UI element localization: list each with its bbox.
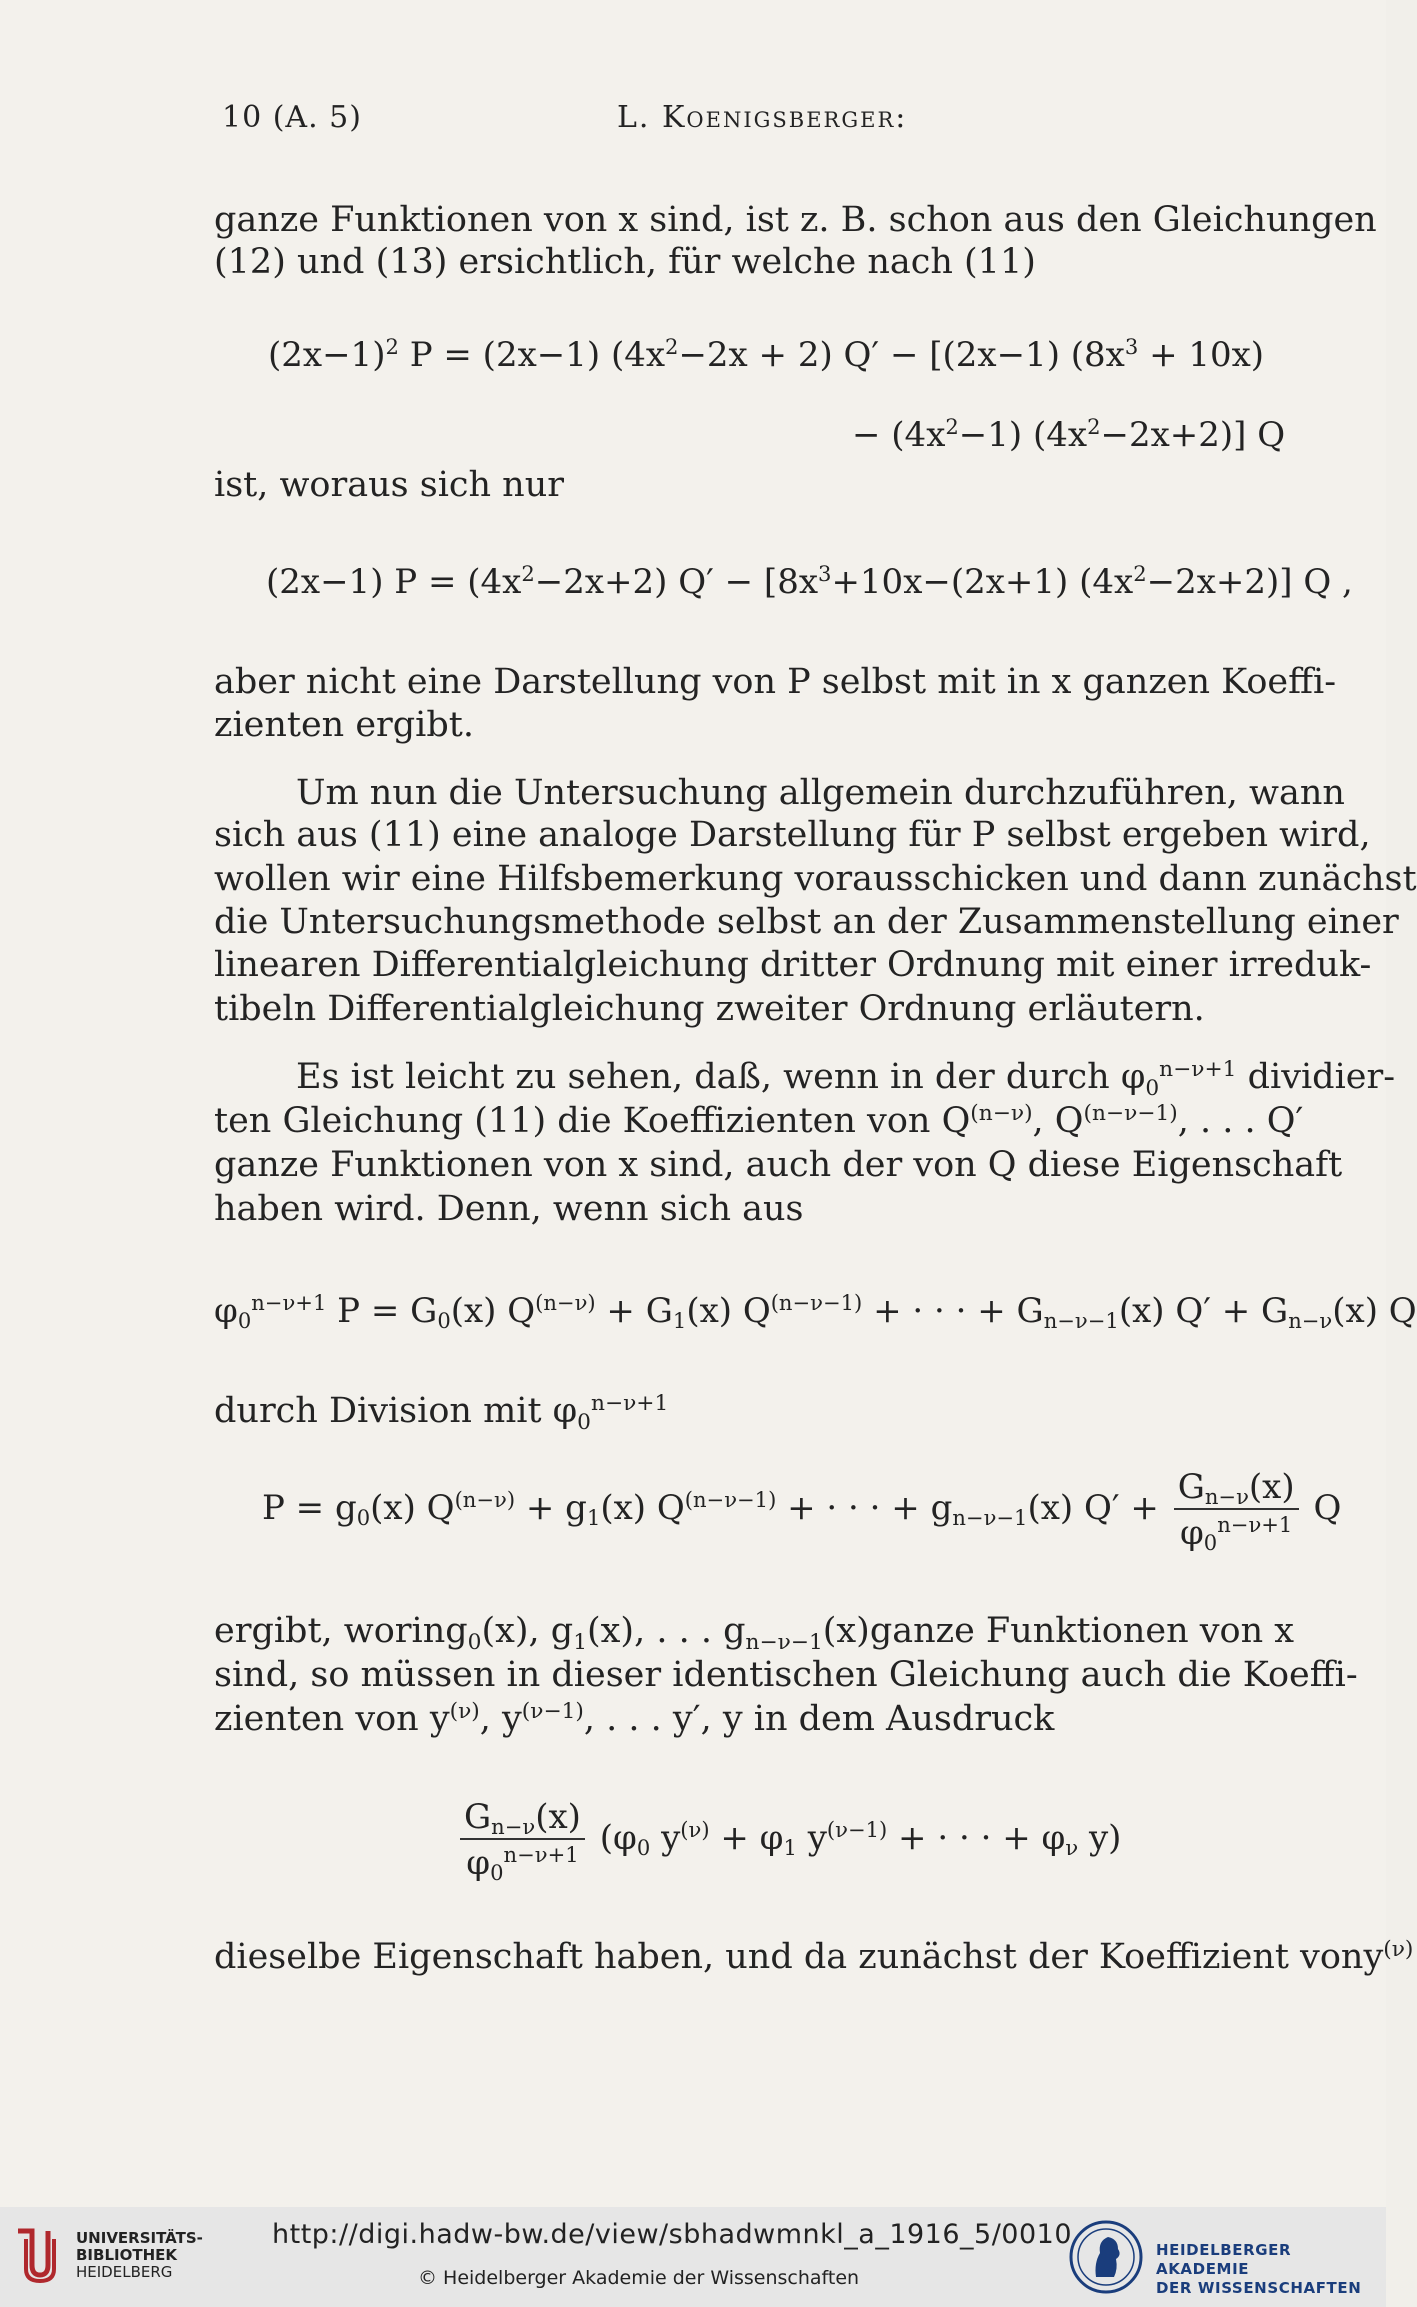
- equation-1-line-2: − $(4x^2-1)$ $(4x^2-2x+2)$] Q: [852, 414, 1286, 455]
- text-line: (12) und (13) ersichtlich, für welche nach (11): [214, 242, 1036, 282]
- university-library-logo-icon: [12, 2225, 62, 2285]
- equation-1-line-1: $(2x-1)^2$ P = (2x−1) $(4x^2-2x + 2) Q' - [(2x-1) (8x^3 + 10x)$: [268, 334, 1265, 375]
- text-line: ten Gleichung (11) die Koeffizienten von $Q^{(n-\nu)}$, $Q^{(n-\nu-1)}$, . . . Q′: [214, 1101, 1304, 1141]
- text-line: ergibt, worin $g_0(x)$, $g_1(x)$, . . . $g_{n-\nu-1}(x)$ ganze Funktionen von x: [214, 1611, 1295, 1655]
- equation-5: $\frac{G_{n-\nu}(x)}{\varphi_0^{n-\nu+1}}$ ($\varphi_0$ $y^{(\nu)} + \varphi_1$ $y^{(\nu-1)}$ + · · · + $\varphi_\nu$ y): [456, 1800, 1121, 1880]
- academy-name: HEIDELBERGER AKADEMIE DER WISSENSCHAFTEN: [1156, 2241, 1362, 2297]
- running-header: [222, 100, 1222, 150]
- text-line: sich aus (11) eine analoge Darstellung für P selbst ergeben wird,: [214, 815, 1371, 855]
- text-line: Es ist leicht zu sehen, daß, wenn in der durch $\varphi_0^{n-\nu+1}$ dividier-: [296, 1057, 1396, 1101]
- source-url-link[interactable]: http://digi.hadw-bw.de/view/sbhadwmnkl_a_1916_5/0010: [272, 2219, 1073, 2250]
- inline-formula: $\varphi_0^{n-\nu+1}$: [552, 1391, 669, 1435]
- text-line: ganze Funktionen von x sind, auch der von Q diese Eigenschaft: [214, 1145, 1343, 1185]
- text-line: tibeln Differentialgleichung zweiter Ordnung erläutern.: [214, 989, 1205, 1029]
- inline-formula: $y^{(\nu)}$: [1363, 1937, 1414, 1977]
- academy-seal-icon: [1068, 2219, 1144, 2295]
- text-line: ist, woraus sich nur: [214, 465, 564, 505]
- text-line: sind, so müssen in dieser identischen Gleichung auch die Koeffi-: [214, 1655, 1358, 1695]
- text-line: die Untersuchungsmethode selbst an der Zusammenstellung einer: [214, 902, 1399, 942]
- equation-4: $P = g_0(x) Q^{(n-\nu)} + g_1(x) Q^{(n-\nu-1)}$ + · · · + $g_{n-\nu-1}(x) Q'$ + $\frac{G_{n-\nu}(x)}{\varphi_0^{n-\nu+1}}$ Q: [262, 1467, 1342, 1556]
- copyright-notice: © Heidelberger Akademie der Wissenschaften: [418, 2267, 860, 2289]
- inline-formula: $g_0(x)$, $g_1(x)$, . . . $g_{n-\nu-1}(x)$: [445, 1611, 870, 1655]
- author-heading: L. Koenigsberger:: [617, 100, 908, 135]
- text-line: Um nun die Untersuchung allgemein durchzuführen, wann: [296, 773, 1345, 813]
- footer-bar: [0, 2207, 1386, 2307]
- text-line: wollen wir eine Hilfsbemerkung vorausschicken und dann zunächst: [214, 859, 1417, 899]
- fraction: $\frac{G_{n-\nu}(x)}{\varphi_0^{n-\nu+1}}$: [1174, 1470, 1299, 1550]
- text-line: linearen Differentialgleichung dritter Ordnung mit einer irreduk-: [214, 945, 1372, 985]
- text-line: durch Division mit $\varphi_0^{n-\nu+1}$: [214, 1391, 669, 1435]
- equation-3: $\varphi_0^{n-\nu+1}$ $P = G_0(x) Q^{(n-\nu)} + G_1(x) Q^{(n-\nu-1)}$ + · · · + $G_{n-\nu-1}(x) Q' + G_{n-\nu}(x)$ Q: [214, 1290, 1417, 1334]
- fraction: $\frac{G_{n-\nu}(x)}{\varphi_0^{n-\nu+1}}$: [460, 1800, 585, 1880]
- inline-formula: $\varphi_0^{n-\nu+1}$: [1120, 1057, 1237, 1101]
- text-line: ganze Funktionen von x sind, ist z. B. schon aus den Gleichungen: [214, 200, 1377, 240]
- text-line: aber nicht eine Darstellung von P selbst mit in x ganzen Koeffi-: [214, 662, 1337, 702]
- text-line: haben wird. Denn, wenn sich aus: [214, 1189, 804, 1229]
- text-line: dieselbe Eigenschaft haben, und da zunächst der Koeffizient von $y^{(\nu)}$: [214, 1937, 1414, 1977]
- inline-formula: $Q^{(n-\nu)}$, $Q^{(n-\nu-1)}$, . . . Q′: [941, 1101, 1304, 1141]
- inline-formula: $y^{(\nu)}$, $y^{(\nu-1)}$, . . . y′, y: [429, 1699, 743, 1739]
- equation-2: (2x−1) $P = (4x^2-2x+2) Q' - [8x^3+10x-(2x+1)$ $(4x^2-2x+2)$] Q ,: [266, 561, 1353, 602]
- text-line: zienten ergibt.: [214, 705, 474, 745]
- page-number: 10 (A. 5): [222, 100, 362, 135]
- text-line: zienten von $y^{(\nu)}$, $y^{(\nu-1)}$, . . . y′, y in dem Ausdruck: [214, 1699, 1055, 1739]
- university-library-name: UNIVERSITÄTS- BIBLIOTHEK HEIDELBERG: [76, 2229, 203, 2281]
